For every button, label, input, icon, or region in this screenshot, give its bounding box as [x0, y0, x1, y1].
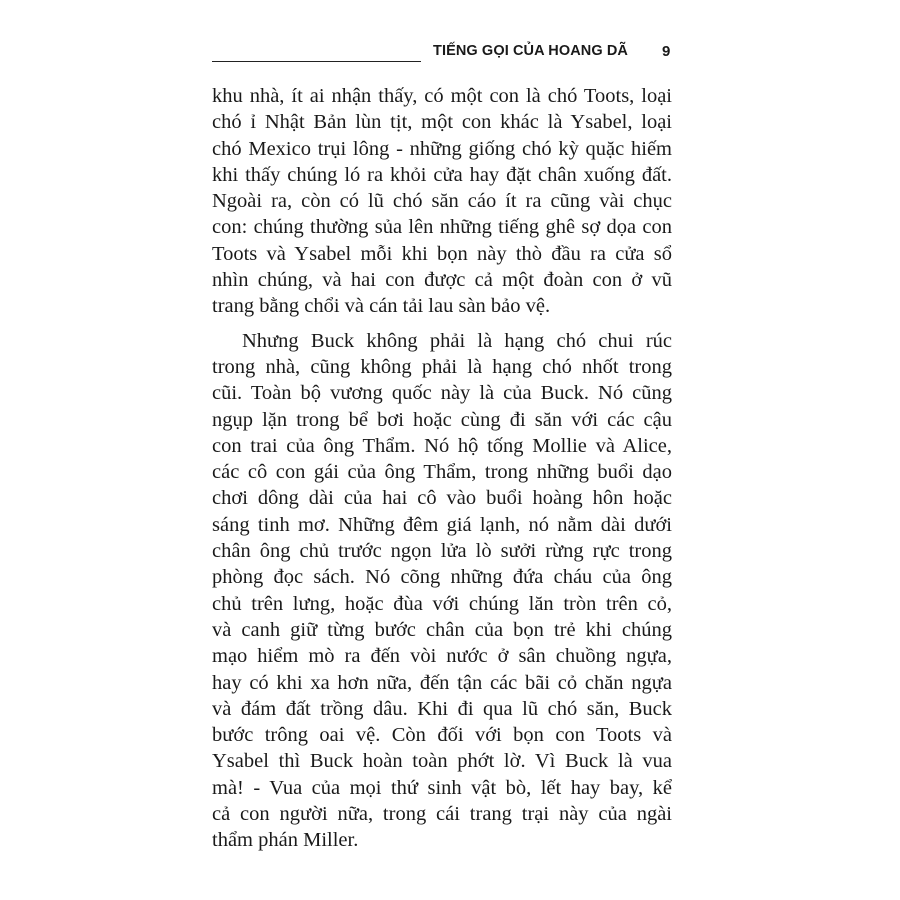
text-line: phòng đọc sách. Nó cõng những đứa cháu của ông: [212, 566, 672, 589]
text-line: bước trông oai vệ. Còn đối với bọn con Toots và: [212, 724, 672, 747]
text-line: cả con người nữa, trong cái trang trại này của ngài: [212, 803, 672, 826]
text-line: khi thấy chúng ló ra khỏi cửa hay đặt chân xuống đất.: [212, 163, 672, 186]
header-rule: [212, 61, 421, 62]
text-line: và đám đất trồng dâu. Khi đi qua lũ chó săn, Buck: [212, 697, 672, 720]
text-line: trong nhà, cũng không phải là hạng chó nhốt trong: [212, 355, 672, 378]
text-line: Ngoài ra, còn có lũ chó săn cáo ít ra cũng vài chục: [212, 190, 672, 213]
text-line: chơi dông dài của hai cô vào buổi hoàng hôn hoặc: [212, 487, 672, 510]
text-line: Nhưng Buck không phải là hạng chó chui rúc: [242, 329, 672, 352]
running-header-title: TIẾNG GỌI CỦA HOANG DÃ: [433, 43, 628, 59]
text-line: chó ỉ Nhật Bản lùn tịt, một con khác là Ysabel, loại: [212, 111, 672, 134]
text-line: khu nhà, ít ai nhận thấy, có một con là chó Toots, loại: [212, 85, 672, 107]
text-line: sáng tinh mơ. Những đêm giá lạnh, nó nằm dài dưới: [212, 513, 672, 536]
text-line: chủ trên lưng, hoặc đùa với chúng lăn tròn trên cỏ,: [212, 592, 672, 615]
text-line: ngụp lặn trong bể bơi hoặc cùng đi săn với các cậu: [212, 408, 672, 431]
text-line: cũi. Toàn bộ vương quốc này là của Buck. Nó cũng: [212, 382, 672, 405]
page-number: 9: [662, 43, 671, 60]
text-line: Toots và Ysabel mỗi khi bọn này thò đầu ra cửa sổ: [212, 242, 672, 265]
body-text: [212, 83, 672, 854]
paragraph-spacer: [212, 320, 672, 328]
text-line: trang bằng chổi và cán tải lau sàn bảo vệ.: [212, 295, 551, 318]
text-line: thẩm phán Miller.: [212, 829, 359, 852]
text-line: mà! - Vua của mọi thứ sinh vật bò, lết hay bay, kể: [212, 776, 672, 799]
text-line: con trai của ông Thẩm. Nó hộ tống Mollie và Alice,: [212, 434, 672, 457]
text-line: hay có khi xa hơn nữa, đến tận các bãi cỏ chăn ngựa: [212, 671, 672, 694]
paragraph-2: [212, 328, 672, 854]
text-line: Ysabel thì Buck hoàn toàn phớt lờ. Vì Buck là vua: [212, 750, 672, 773]
text-line: con: chúng thường sủa lên những tiếng ghê sợ dọa con: [212, 216, 672, 239]
text-line: các cô con gái của ông Thẩm, trong những buổi dạo: [212, 461, 672, 484]
text-line: mạo hiểm mò ra đến vòi nước ở sân chuồng ngựa,: [212, 645, 672, 668]
text-line: chân ông chủ trước ngọn lửa lò sưởi rừng rực trong: [212, 540, 672, 563]
text-line: chó Mexico trụi lông - những giống chó kỳ quặc hiếm: [212, 137, 672, 160]
paragraph-1: [212, 83, 672, 320]
text-line: và canh giữ từng bước chân của bọn trẻ khi chúng: [212, 618, 672, 641]
text-line: nhìn chúng, và hai con được cả một đoàn con ở vũ: [212, 269, 672, 292]
